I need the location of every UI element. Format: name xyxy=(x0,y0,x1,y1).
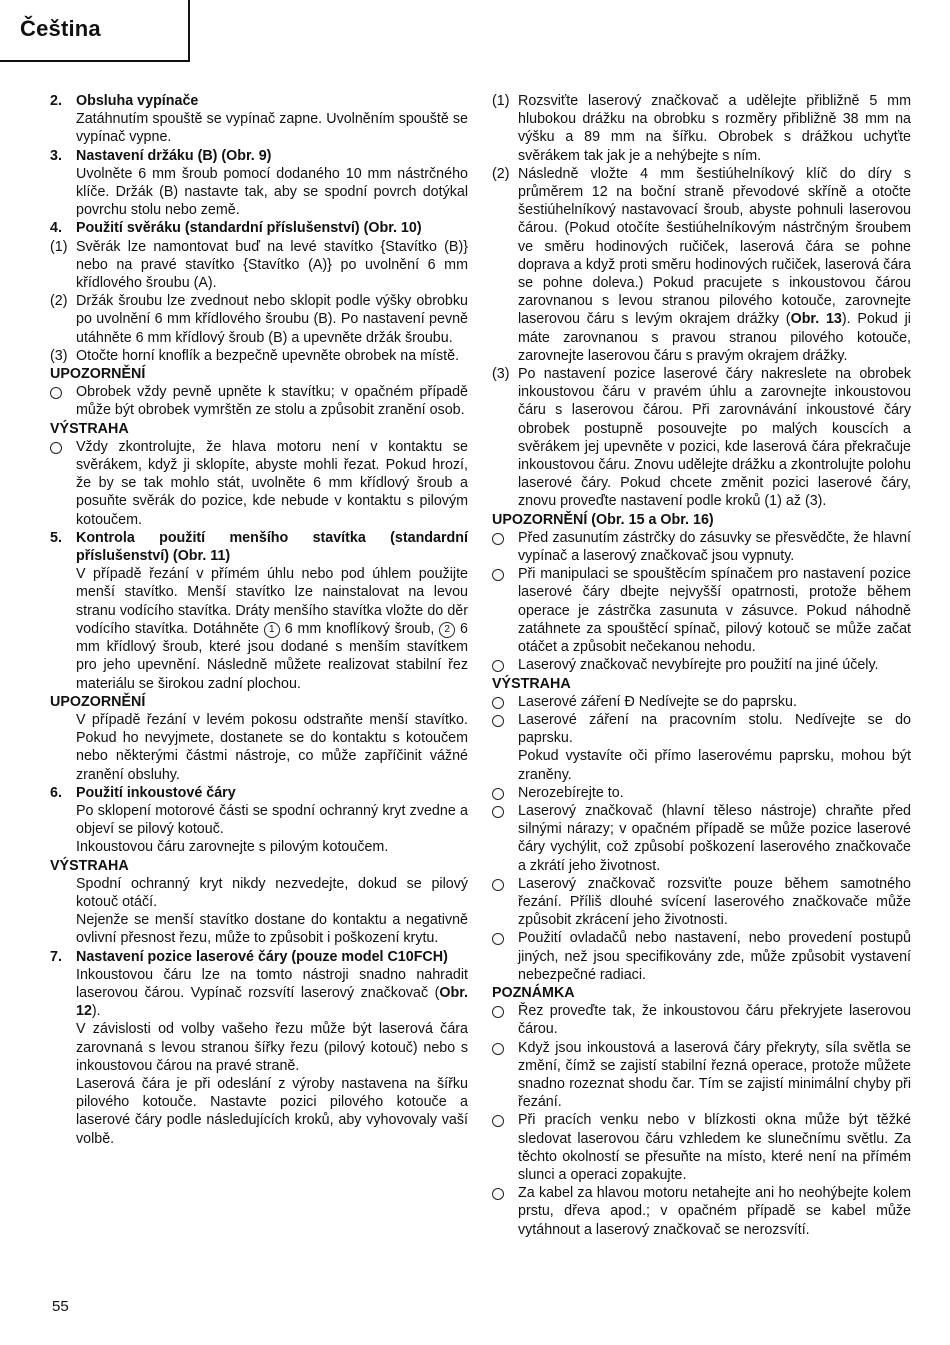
circle-bullet-icon xyxy=(492,933,504,945)
circled-number-1: 1 xyxy=(264,622,280,638)
circle-bullet-icon xyxy=(492,1188,504,1200)
item-text xyxy=(518,166,911,364)
circle-bullet-icon xyxy=(50,387,62,399)
paragraph: Zatáhnutím spouště se vypínač zapne. Uvolněním spouště se vypínač vypne. xyxy=(76,111,468,146)
paragraph-text: Inkoustovou čáru lze na tomto nástroji snadno nahradit laserovou čárou. Vypínač rozsvítí laserový značkovač ( xyxy=(76,966,468,1001)
item-text: Laserový značkovač (hlavní těleso nástroje) chraňte před silnými nárazy; v opačném případě se může pozice laserové čáry vychýlit, což způsobí poškození laserového značkovače a zkrátí jeho životnost. xyxy=(518,802,911,874)
section-holder-adjustment xyxy=(50,147,468,220)
item-text: Nerozebírejte to. xyxy=(518,784,624,801)
warning-label: VÝSTRAHA xyxy=(492,675,571,692)
circle-bullet-icon xyxy=(492,1043,504,1055)
note-label: POZNÁMKA xyxy=(492,984,575,1001)
paragraph: Nejenže se menší stavítko dostane do kontaktu a negativně ovlivní přesnost řezu, může to způsobit i poškození krytu. xyxy=(76,912,468,947)
circle-bullet-icon xyxy=(492,879,504,891)
caution-label: UPOZORNĚNÍ xyxy=(50,366,146,383)
paragraph: Po sklopení motorové části se spodní ochranný kryt zvedne a objeví se pilový kotouč. xyxy=(76,802,468,838)
list-item xyxy=(492,92,911,165)
warning-label: VÝSTRAHA xyxy=(50,420,129,437)
item-number: (3) xyxy=(50,347,68,364)
section-sub-fence xyxy=(50,529,468,693)
item-number: (2) xyxy=(50,293,68,310)
warning-label: VÝSTRAHA xyxy=(50,857,129,874)
paragraph-text: V případě řezání v přímém úhlu nebo pod úhlem použijte menší stavítko. Menší stavítko lze nainstalovat na levou stranu vodícího stavítka. Dráty menšího stavítka vložte do děr vodícího stavítka. Dotáhněte xyxy=(76,566,468,637)
section-number: 7. xyxy=(50,948,62,965)
caution-label: UPOZORNĚNÍ (Obr. 15 a Obr. 16) xyxy=(492,511,714,528)
circled-number-2: 2 xyxy=(439,622,455,638)
item-text: Když jsou inkoustová a laserová čáry překryty, síla světla se změní, čímž se zajistí stabilní řezná operace, protože můžete snadno rozeznat shodu čar. Tím se zajistí minimální chyby při řezání. xyxy=(518,1039,911,1111)
list-item xyxy=(50,238,468,293)
language-tab-title: Čeština xyxy=(20,16,101,41)
paragraph-text: V případě řezání v levém pokosu odstraňte menší stavítko. Pokud ho nevyjmete, dostanete se do kontaktu s kotoučem nebo některými částmi nástroje, co může zapříčinit vážné zranění obsluhy. xyxy=(76,711,468,783)
warning-item xyxy=(50,438,468,529)
circle-bullet-icon xyxy=(50,442,62,454)
section-number: 3. xyxy=(50,147,62,164)
item-text: Řez proveďte tak, že inkoustovou čáru překryjete laserovou čárou. xyxy=(518,1003,911,1038)
note-item xyxy=(492,1184,911,1239)
caution-item xyxy=(50,383,468,419)
paragraph: Spodní ochranný kryt nikdy nezvedejte, dokud se pilový kotouč otáčí. xyxy=(76,875,468,910)
section-vise-usage xyxy=(50,219,468,237)
item-text: Laserové záření na pracovním stolu. Nedívejte se do paprsku. xyxy=(518,711,911,747)
paragraph: V závislosti od volby vašeho řezu může být laserová čára zarovnaná s levou stranou šířky řezu (pilový kotouč) nebo s inkoustovou čárou na pravé straně. xyxy=(76,1021,468,1074)
list-item xyxy=(492,365,911,511)
figure-reference: Obr. 12 xyxy=(76,984,468,1020)
section-ink-line xyxy=(50,784,468,857)
section-title: Nastavení pozice laserové čáry (pouze model C10FCH) xyxy=(76,948,448,965)
item-number: (1) xyxy=(492,93,510,109)
paragraph-text: Následně vložte 4 mm šestiúhelníkový klíč do díry s průměrem 12 na boční straně převodové skříně a otočte šestiúhelníkový nastavovací šroub, abyste pohnuli laserovou čárou. (Pokud otočíte šestiúhelníkovým nástrčným šroubem ve směru hodinových ručiček, laserová čára se pohne doprava a když proti směru hodinových ručiček, laserová čára se pohne doleva.) Pokud pracujete s inkoustovou čárou zarovnanou s levou stranou pilového kotouče, zarovnejte laserovou čáru s levým okrajem drážky ( xyxy=(518,165,911,328)
caution-item xyxy=(492,656,911,674)
section-title: Nastavení držáku (B) (Obr. 9) xyxy=(76,147,272,164)
paragraph: Inkoustovou čáru zarovnejte s pilovým kotoučem. xyxy=(76,839,389,856)
warning-paragraph xyxy=(50,875,468,948)
item-text: Držák šroubu lze zvednout nebo sklopit podle výšky obrobku po uvolnění 6 mm křídlového šroubu (B). Po nastavení pevně utáhněte 6 mm křídlový šroub (B) a upevněte držák šroubu. xyxy=(76,293,468,346)
paragraph-text: ). xyxy=(91,1003,101,1020)
item-text: Použití ovladačů nebo nastavení, nebo provedení postupů jiných, než jsou specifikovány zde, může způsobit vystavení nebezpečné radiaci. xyxy=(518,930,911,983)
item-text: Pokud vystavíte oči přímo laserovému paprsku, mohou být zraněny. xyxy=(518,748,911,783)
page-number: 55 xyxy=(52,1298,69,1315)
section-switch-operation xyxy=(50,92,468,147)
caution-item xyxy=(492,529,911,565)
note-item xyxy=(492,1039,911,1112)
item-text: Při pracích venku nebo v blízkosti okna může být těžké sledovat laserovou čáru vzhledem ke slunečnímu světlu. Za těchto okolností se přesuňte na místo, které není na přímém slunci a operaci zopakujte. xyxy=(518,1112,911,1183)
warning-item xyxy=(492,711,911,784)
item-text: Před zasunutím zástrčky do zásuvky se přesvědčte, že hlavní vypínač a laserový značkovač jsou vypnuty. xyxy=(518,529,911,565)
warning-item xyxy=(492,784,911,802)
item-text: Za kabel za hlavou motoru netahejte ani ho neohýbejte kolem prstu, dřeva apod.; v opačném případě se kabel může vytáhnout a laserový značkovač se nerozsvítí. xyxy=(518,1185,911,1238)
warning-item xyxy=(492,693,911,711)
circle-bullet-icon xyxy=(492,806,504,818)
item-text: Laserový značkovač rozsviťte pouze během samotného řezání. Příliš dlouhé svícení laserového značkovače může způsobit zkrácení jeho životnosti. xyxy=(518,875,911,929)
paragraph-text: ). Pokud ji máte zarovnanou s pravou stranou pilového kotouče, zarovnejte laserovou čáru s pravým okrajem drážky. xyxy=(518,311,911,364)
circle-bullet-icon xyxy=(492,697,504,709)
section-title: Použití inkoustové čáry xyxy=(76,784,236,801)
circle-bullet-icon xyxy=(492,569,504,581)
item-text: Vždy zkontrolujte, že hlava motoru není v kontaktu se svěrákem, když ji sklopíte, abyste mohli řezat. Pokud hrozí, že by se tak mohlo stát, uvolněte 6 mm křídlový šroub a posuňte svěrák do pozice, kde nebude v kontaktu s pilovým kotoučem. xyxy=(76,438,468,528)
item-text: Obrobek vždy pevně upněte k stavítku; v opačném případě může být obrobek vymrštěn ze stolu a způsobit zranění osob. xyxy=(76,384,468,419)
language-tab xyxy=(0,0,190,62)
note-item xyxy=(492,1002,911,1038)
figure-reference: Obr. 13 xyxy=(790,311,842,328)
warning-item xyxy=(492,802,911,875)
paragraph: Uvolněte 6 mm šroub pomocí dodaného 10 mm nástrčného klíče. Držák (B) nastavte tak, aby se spodní povrch dotýkal povrchu stolu nebo země. xyxy=(76,165,468,219)
circle-bullet-icon xyxy=(492,1115,504,1127)
item-text: Po nastavení pozice laserové čáry nakreslete na obrobek inkoustovou čáru v pravém úhlu a zarovnejte inkoustovou čáru s laserovou čárou. Při zarovnávání inkoustové čáry obrobek postupně posouvejte po malých kouscích a svěrákem jej upevněte v pozici, kde laserová čára překračuje inkoustovou čáru. Znovu udělejte drážku a zkontrolujte polohu laserové čáry. Pokud chcete změnit pozici laserové čáry, znovu proveďte nastavení podle kroků (1) až (3). xyxy=(518,366,911,510)
warning-item xyxy=(492,929,911,984)
item-number: (1) xyxy=(50,238,68,255)
left-column xyxy=(50,92,468,1148)
right-column xyxy=(492,92,911,1239)
circle-bullet-icon xyxy=(492,533,504,545)
section-title: Obsluha vypínače xyxy=(76,93,199,109)
caution-paragraph xyxy=(50,711,468,784)
section-title: Kontrola použití menšího stavítka (standardní příslušenství) (Obr. 11) xyxy=(76,529,468,565)
section-number: 6. xyxy=(50,784,62,801)
item-text: Při manipulaci se spouštěcím spínačem pro nastavení pozice laserové čáry dbejte nejvyšší opatrnosti, protože během operace je zástrčka zasunuta v zásuvce. Pokud náhodně zatáhnete za spouštěcí spínač, pilový kotouč se může začat otáčet a způsobit nečekanou nehodu. xyxy=(518,566,911,656)
circle-bullet-icon xyxy=(492,715,504,727)
section-number: 4. xyxy=(50,220,62,237)
section-title: Použití svěráku (standardní příslušenství) (Obr. 10) xyxy=(76,220,422,237)
paragraph-text: 6 mm křídlový šroub, které jsou dodané s menším stavítkem pro jeho upevnění. Následně můžete realizovat stabilní řez materiálu se širokou zadní plochou. xyxy=(76,620,468,692)
section-number: 2. xyxy=(50,93,62,109)
item-number: (2) xyxy=(492,165,510,182)
caution-item xyxy=(492,565,911,656)
note-item xyxy=(492,1111,911,1184)
circle-bullet-icon xyxy=(492,660,504,672)
paragraph-text: 6 mm knoflíkový šroub, xyxy=(284,620,435,637)
warning-item xyxy=(492,875,911,930)
paragraph xyxy=(76,966,468,1021)
circle-bullet-icon xyxy=(492,1006,504,1018)
paragraph xyxy=(76,565,468,692)
list-item xyxy=(50,292,468,347)
section-number: 5. xyxy=(50,529,62,546)
section-laser-line xyxy=(50,948,468,1148)
item-number: (3) xyxy=(492,366,510,383)
item-text: Laserový značkovač nevybírejte pro použití na jiné účely. xyxy=(518,657,879,674)
list-item xyxy=(492,165,911,365)
paragraph: Laserová čára je při odeslání z výroby nastavena na šířku pilového kotouče. Nastavte pozici pilového kotouče a laserové čáry podle následujících kroků, aby vyhovovaly vaší volbě. xyxy=(76,1075,468,1147)
item-text: Otočte horní knoflík a bezpečně upevněte obrobek na místě. xyxy=(76,347,460,364)
circle-bullet-icon xyxy=(492,788,504,800)
list-item xyxy=(50,347,468,365)
item-text: Rozsviťte laserový značkovač a udělejte přibližně 5 mm hlubokou drážku na obrobku s rozměry přibližně 38 mm na výšku a 89 mm na šířku. Obrobek s drážkou uchyťte svěrákem tak jak je a nehýbejte s ním. xyxy=(518,93,911,164)
caution-label: UPOZORNĚNÍ xyxy=(50,693,146,710)
item-text: Svěrák lze namontovat buď na levé stavítko {Stavítko (B)} nebo na pravé stavítko {Stavítko (A)} po uvolnění 6 mm křídlového šroubu (A). xyxy=(76,238,468,292)
item-text: Laserové záření Đ Nedívejte se do paprsku. xyxy=(518,693,797,710)
